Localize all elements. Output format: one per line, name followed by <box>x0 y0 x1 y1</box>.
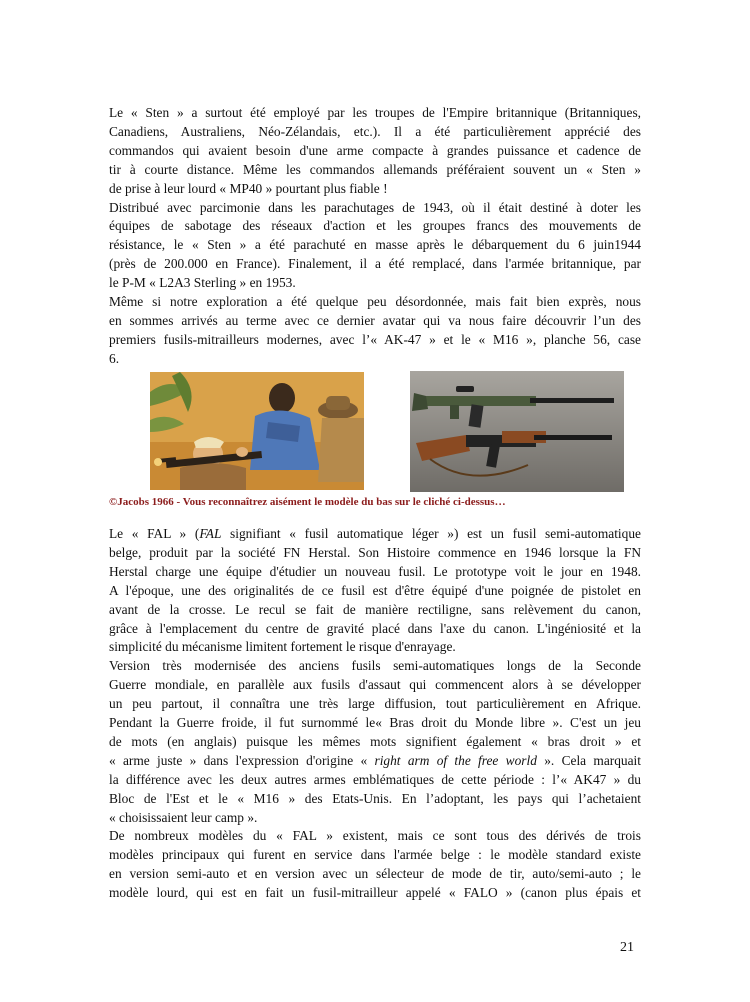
rifles-photo <box>410 371 624 492</box>
text-line: (près de 200.000 en France). Finalement, il a été remplacé, dans l'armée britannique, par <box>109 256 641 272</box>
text-line: avant de la crosse. Le recul se fait de manière rectiligne, sans relèvement du canon, <box>109 601 641 617</box>
text-line: belge, produit par la société FN Herstal. Son Histoire commence en 1946 lorsque la FN <box>109 544 641 560</box>
text-fragment: Le « FAL » ( <box>109 526 200 541</box>
text-line: 6. <box>109 350 120 366</box>
text-line: tir à courte distance. Même les commandos allemands préféraient souvent un « Sten » <box>109 161 641 177</box>
paragraph-fal-intro <box>109 525 641 657</box>
text-line: le P-M « L2A3 Sterling » en 1953. <box>109 275 296 291</box>
text-line: résistance, le « Sten » a été parachuté en masse après le débarquement du 6 juin1944 <box>109 237 641 253</box>
text-line: De nombreux modèles du « FAL » existent, mais ce sont tous des dérivés de trois <box>109 828 641 844</box>
text-fragment: signifiant « fusil automatique léger ») est un fusil semi-automatique <box>221 526 641 541</box>
paragraph-sten-usage <box>109 104 641 199</box>
text-line: de prise à leur lourd « MP40 » pourtant plus fiable ! <box>109 180 388 196</box>
paragraph-fal-history <box>109 657 641 827</box>
text-line: modèles principaux qui furent en service dans l'armée belge : le modèle standard existe <box>109 847 641 863</box>
text-line: en sommes arrivés au terme avec ce dernier avatar qui va nous faire découvrir l’un des <box>109 312 641 328</box>
text-line: Herstal charge une équipe d'étudier un nouveau fusil. Le prototype voit le jour en 1948. <box>109 563 641 579</box>
text-emphasis: right arm of the free world <box>374 752 537 768</box>
paragraph-exploration <box>109 293 641 369</box>
comic-panel-illustration <box>150 372 364 490</box>
text-line: un peu partout, il connaîtra une très large diffusion, tout particulièrement en Afrique. <box>109 696 641 712</box>
text-line: Bloc de l'Est et le « M16 » des Etats-Unis. En l’adoptant, les pays qui l’achetaient <box>109 790 641 806</box>
text-line <box>109 752 641 771</box>
text-emphasis: FAL <box>199 526 222 541</box>
text-line: « choisissaient leur camp ». <box>109 809 258 825</box>
text-line: Distribué avec parcimonie dans les parachutages de 1943, où il était destiné à doter les <box>109 199 641 215</box>
text-fragment: « arme juste » dans l'expression d'origine « <box>109 752 375 768</box>
text-line: Version très modernisée des anciens fusils semi-automatiques longs de la Seconde <box>109 658 641 674</box>
text-line: en version semi-auto et en version avec un sélecteur de mode de tir, auto/semi-auto ; le <box>109 866 641 882</box>
figure-caption: ©Jacobs 1966 - Vous reconnaîtrez aisément le modèle du bas sur le cliché ci-dessus… <box>109 496 506 508</box>
text-line <box>109 525 641 544</box>
text-line: Même si notre exploration a été quelque peu désordonnée, mais fait bien exprès, nous <box>109 294 641 309</box>
text-line: grâce à l'emplacement du centre de gravité placé dans l'axe du canon. L'ingéniosité et la <box>109 620 641 636</box>
text-line: commandos qui avaient besoin d'une arme compacte à grandes puissance et cadence de <box>109 142 641 158</box>
text-line: premiers fusils-mitrailleurs modernes, avec l’« AK-47 » et le « M16 », planche 56, case <box>109 331 641 347</box>
text-line: de mots (en anglais) puisque les mêmes mots signifient également « bras droit » et <box>109 733 641 749</box>
page-number: 21 <box>620 940 634 955</box>
text-line: la différence avec les deux autres armes emblématiques de cette période : l’« AK47 » du <box>109 771 641 787</box>
text-line: Canadiens, Australiens, Néo-Zélandais, etc.). Il a été particulièrement apprécié des <box>109 123 641 139</box>
text-line: Pendant la Guerre froide, il fut surnommé le« Bras droit du Monde libre ». C'est un jeu <box>109 715 641 731</box>
text-line: équipes de sabotage des réseaux d'action et les groupes francs des mouvements de <box>109 218 641 234</box>
rifles-photo-illustration <box>410 371 624 492</box>
text-line: Guerre mondiale, en parallèle aux fusils d'assaut qui commencent alors à se développer <box>109 677 641 693</box>
text-line: A l'époque, une des originalités de ce fusil est d'être équipé d'une poignée de pistolet en <box>109 582 641 598</box>
comic-panel-image <box>150 372 364 490</box>
paragraph-sten-parachute <box>109 199 641 294</box>
text-fragment: ». Cela marquait <box>536 752 641 768</box>
text-line: Le « Sten » a surtout été employé par les troupes de l'Empire britannique (Britanniques, <box>109 105 641 120</box>
paragraph-fal-models <box>109 827 641 903</box>
text-line: modèle lourd, qui est en fait un fusil-mitrailleur appelé « FALO » (canon plus épais et <box>109 885 641 901</box>
text-line: simplicité du mécanisme limitent fortement le risque d'enrayage. <box>109 639 456 655</box>
